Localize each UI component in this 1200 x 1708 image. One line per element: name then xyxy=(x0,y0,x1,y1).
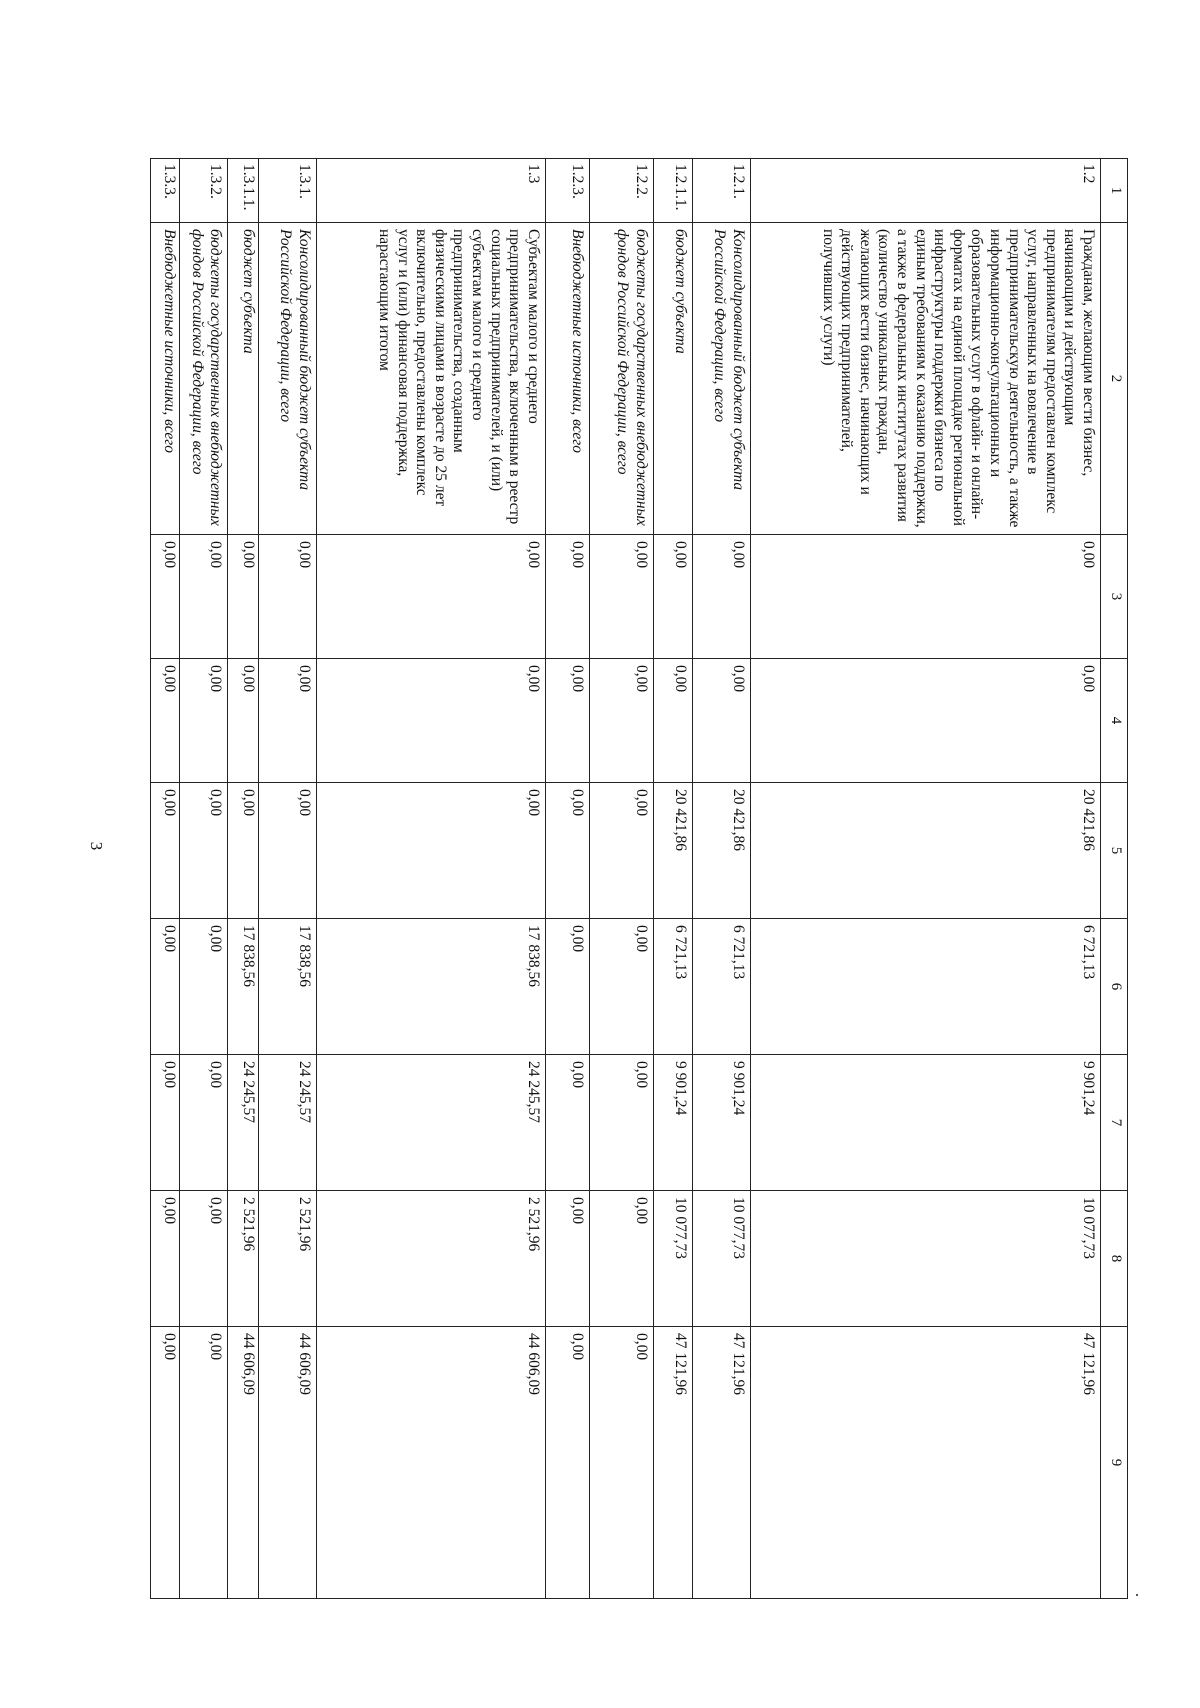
value-col-6: 0,00 xyxy=(151,919,180,1055)
value-col-7: 9 901,24 xyxy=(653,1055,693,1191)
value-col-6: 17 838,56 xyxy=(316,919,545,1055)
table-row xyxy=(259,159,316,1599)
value-col-3: 0,00 xyxy=(228,535,259,659)
page-number: 3 xyxy=(87,841,106,851)
value-col-5: 0,00 xyxy=(259,783,316,919)
value-col-5: 0,00 xyxy=(179,783,228,919)
value-col-4: 0,00 xyxy=(228,659,259,783)
value-col-7: 24 245,57 xyxy=(228,1055,259,1191)
value-col-5: 0,00 xyxy=(316,783,545,919)
row-code: 1.2.2. xyxy=(589,159,653,223)
col-header: 2 xyxy=(1101,223,1128,535)
col-header: 4 xyxy=(1101,659,1128,783)
value-col-4: 0,00 xyxy=(750,659,1100,783)
column-number-row xyxy=(1101,159,1128,1599)
value-col-4: 0,00 xyxy=(179,659,228,783)
value-col-9: 0,00 xyxy=(545,1327,589,1599)
value-col-3: 0,00 xyxy=(750,535,1100,659)
value-col-9: 44 606,09 xyxy=(259,1327,316,1599)
table-row xyxy=(316,159,545,1599)
value-col-8: 0,00 xyxy=(589,1191,653,1327)
value-col-5: 20 421,86 xyxy=(693,783,750,919)
row-description: Субъектам малого и среднего предпринимательства, включенным в реестр социальных предпринимателей, и (или) субъектам малого и среднего предпринимательства, созданным физическими лицами в возрасте до 25 лет включительно, предоставлены комплекс услуг и (или) финансовая поддержка, нарастающим итогом xyxy=(316,223,545,535)
col-header: 5 xyxy=(1101,783,1128,919)
row-code: 1.2.3. xyxy=(545,159,589,223)
value-col-7: 0,00 xyxy=(545,1055,589,1191)
value-col-9: 44 606,09 xyxy=(316,1327,545,1599)
value-col-7: 0,00 xyxy=(179,1055,228,1191)
value-col-3: 0,00 xyxy=(259,535,316,659)
col-header: 6 xyxy=(1101,919,1128,1055)
value-col-3: 0,00 xyxy=(589,535,653,659)
value-col-7: 0,00 xyxy=(589,1055,653,1191)
value-col-7: 9 901,24 xyxy=(693,1055,750,1191)
value-col-5: 0,00 xyxy=(228,783,259,919)
row-code: 1.2.1.1. xyxy=(653,159,693,223)
value-col-9: 47 121,96 xyxy=(653,1327,693,1599)
value-col-6: 0,00 xyxy=(589,919,653,1055)
value-col-8: 0,00 xyxy=(151,1191,180,1327)
value-col-6: 0,00 xyxy=(545,919,589,1055)
value-col-6: 17 838,56 xyxy=(228,919,259,1055)
row-description: Гражданам, желающим вести бизнес, начинающим и действующим предпринимателям предоставлен комплекс услуг, направленных на вовлечение в предпринимательскую деятельность, а также информационно-консультационных и образовательных услуг в офлайн- и онлайн-форматах на единой площадке региональной инфраструктуры поддержки бизнеса по единым требованиям к оказанию поддержки, а также в федеральных институтах развития (количество уникальных граждан, желающих вести бизнес, начинающих и действующих предпринимателей, получивших услуги) xyxy=(750,223,1100,535)
col-header: 3 xyxy=(1101,535,1128,659)
col-header: 9 xyxy=(1101,1327,1128,1599)
value-col-8: 0,00 xyxy=(179,1191,228,1327)
value-col-4: 0,00 xyxy=(259,659,316,783)
budget-table xyxy=(150,158,1128,1599)
value-col-3: 0,00 xyxy=(693,535,750,659)
value-col-7: 0,00 xyxy=(151,1055,180,1191)
value-col-6: 6 721,13 xyxy=(653,919,693,1055)
value-col-4: 0,00 xyxy=(316,659,545,783)
row-code: 1.3 xyxy=(316,159,545,223)
table-row xyxy=(179,159,228,1599)
col-header: 7 xyxy=(1101,1055,1128,1191)
value-col-8: 2 521,96 xyxy=(316,1191,545,1327)
value-col-9: 0,00 xyxy=(151,1327,180,1599)
row-description: Внебюджетные источники, всего xyxy=(151,223,180,535)
value-col-4: 0,00 xyxy=(693,659,750,783)
table-row xyxy=(545,159,589,1599)
table-row xyxy=(653,159,693,1599)
value-col-7: 9 901,24 xyxy=(750,1055,1100,1191)
value-col-8: 10 077,73 xyxy=(750,1191,1100,1327)
value-col-6: 0,00 xyxy=(179,919,228,1055)
table-row xyxy=(750,159,1100,1599)
value-col-4: 0,00 xyxy=(151,659,180,783)
value-col-3: 0,00 xyxy=(151,535,180,659)
value-col-8: 10 077,73 xyxy=(653,1191,693,1327)
value-col-6: 6 721,13 xyxy=(693,919,750,1055)
row-code: 1.2 xyxy=(750,159,1100,223)
value-col-4: 0,00 xyxy=(653,659,693,783)
row-description: бюджеты государственных внебюджетных фондов Российской Федерации, всего xyxy=(179,223,228,535)
value-col-8: 10 077,73 xyxy=(693,1191,750,1327)
row-description: бюджет субъекта xyxy=(228,223,259,535)
value-col-9: 47 121,96 xyxy=(750,1327,1100,1599)
value-col-3: 0,00 xyxy=(545,535,589,659)
rotated-table-wrapper xyxy=(150,158,1128,1598)
table-row xyxy=(228,159,259,1599)
value-col-9: 44 606,09 xyxy=(228,1327,259,1599)
value-col-5: 0,00 xyxy=(589,783,653,919)
value-col-3: 0,00 xyxy=(316,535,545,659)
row-description: бюджет субъекта xyxy=(653,223,693,535)
row-code: 1.3.3. xyxy=(151,159,180,223)
value-col-9: 0,00 xyxy=(589,1327,653,1599)
value-col-8: 2 521,96 xyxy=(228,1191,259,1327)
scan-speck xyxy=(1136,1594,1138,1596)
col-header: 8 xyxy=(1101,1191,1128,1327)
value-col-9: 47 121,96 xyxy=(693,1327,750,1599)
table-row xyxy=(693,159,750,1599)
value-col-6: 17 838,56 xyxy=(259,919,316,1055)
value-col-4: 0,00 xyxy=(545,659,589,783)
value-col-8: 0,00 xyxy=(545,1191,589,1327)
value-col-9: 0,00 xyxy=(179,1327,228,1599)
row-code: 1.3.1.1. xyxy=(228,159,259,223)
value-col-3: 0,00 xyxy=(653,535,693,659)
col-header: 1 xyxy=(1101,159,1128,223)
table-row xyxy=(151,159,180,1599)
row-code: 1.3.2. xyxy=(179,159,228,223)
value-col-5: 0,00 xyxy=(151,783,180,919)
row-description: Консолидированный бюджет субъекта Российской Федерации, всего xyxy=(259,223,316,535)
value-col-5: 20 421,86 xyxy=(653,783,693,919)
row-code: 1.3.1. xyxy=(259,159,316,223)
value-col-8: 2 521,96 xyxy=(259,1191,316,1327)
value-col-7: 24 245,57 xyxy=(259,1055,316,1191)
value-col-5: 0,00 xyxy=(545,783,589,919)
value-col-3: 0,00 xyxy=(179,535,228,659)
row-description: Внебюджетные источники, всего xyxy=(545,223,589,535)
value-col-7: 24 245,57 xyxy=(316,1055,545,1191)
value-col-6: 6 721,13 xyxy=(750,919,1100,1055)
value-col-5: 20 421,86 xyxy=(750,783,1100,919)
table-body xyxy=(151,159,1101,1599)
table-row xyxy=(589,159,653,1599)
row-description: Консолидированный бюджет субъекта Российской Федерации, всего xyxy=(693,223,750,535)
row-description: бюджеты государственных внебюджетных фондов Российской Федерации, всего xyxy=(589,223,653,535)
value-col-4: 0,00 xyxy=(589,659,653,783)
row-code: 1.2.1. xyxy=(693,159,750,223)
